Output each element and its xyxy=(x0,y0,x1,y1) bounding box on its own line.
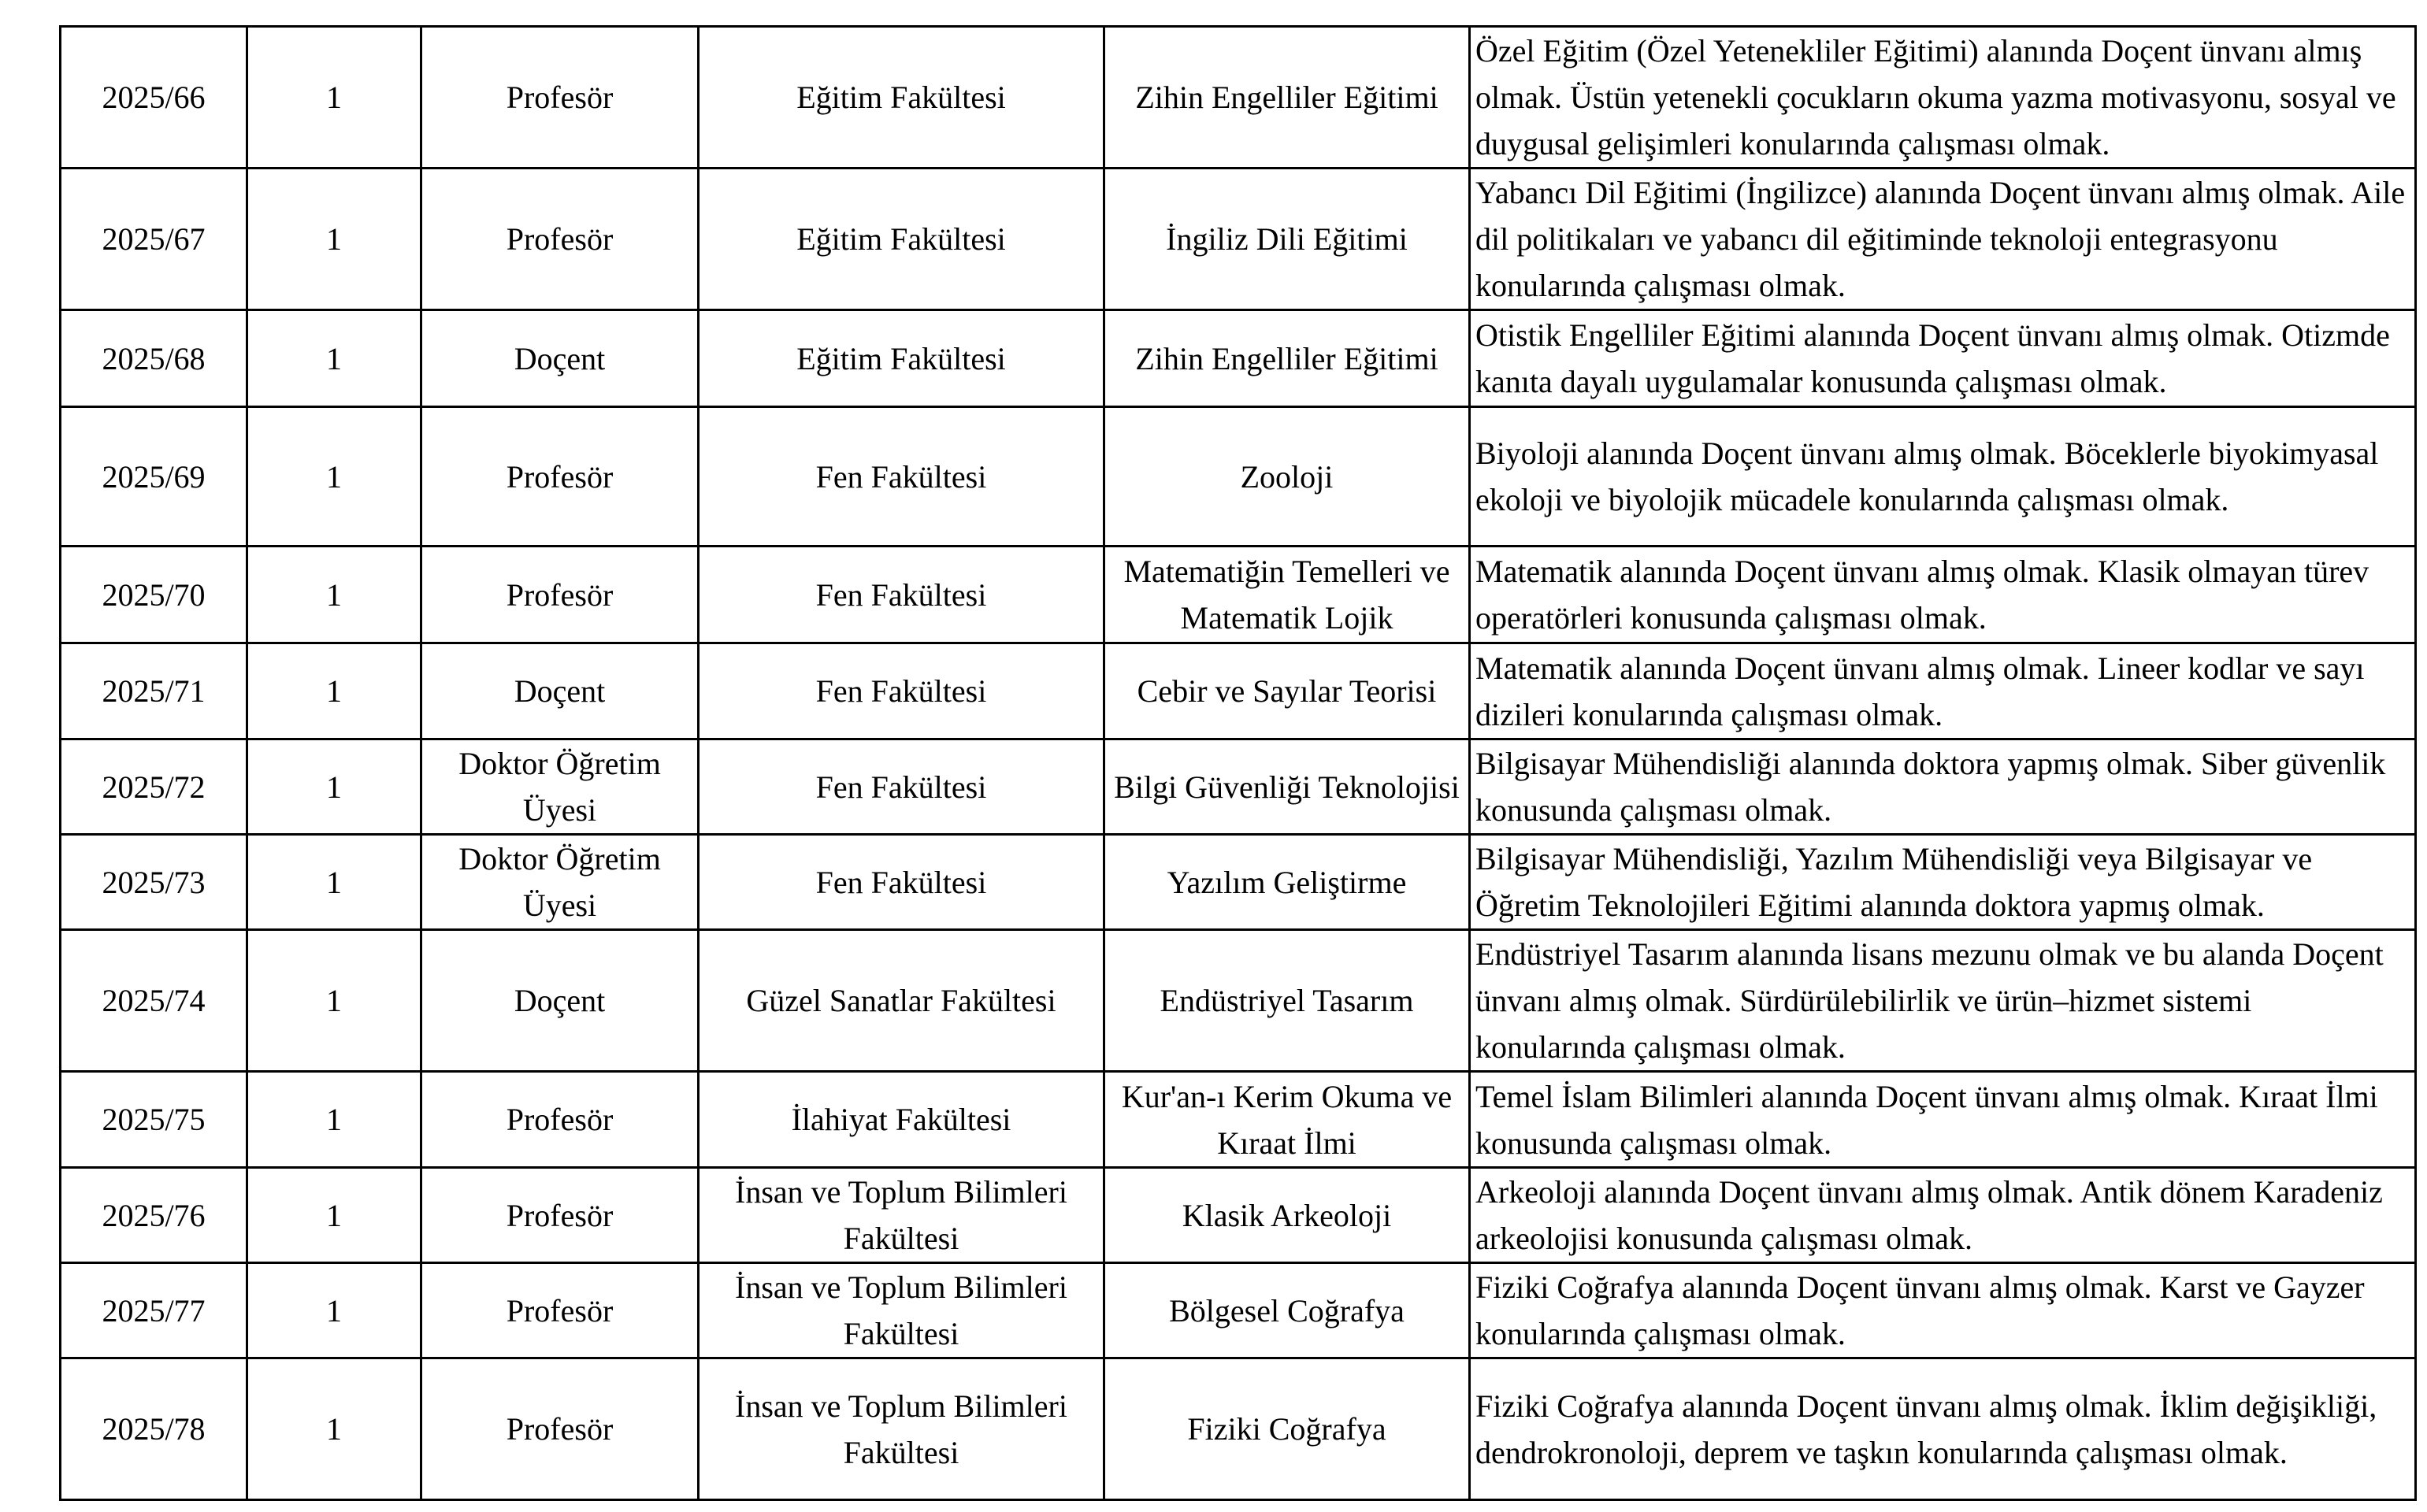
department-cell: Matematiğin Temelleri ve Matematik Lojik xyxy=(1104,547,1470,643)
table-row xyxy=(61,310,2416,407)
table-row xyxy=(61,835,2416,930)
position-number-cell: 2025/70 xyxy=(61,547,247,643)
positions-table xyxy=(59,25,2417,1501)
academic-title-cell: Profesör xyxy=(421,1263,699,1358)
faculty-cell: Fen Fakültesi xyxy=(699,643,1104,739)
requirement-cell: Matematik alanında Doçent ünvanı almış olmak. Lineer kodlar ve sayı dizileri konularında çalışması olmak. xyxy=(1470,643,2416,739)
position-count-cell: 1 xyxy=(247,407,421,547)
faculty-cell: Eğitim Fakültesi xyxy=(699,27,1104,169)
position-count-cell: 1 xyxy=(247,1263,421,1358)
academic-title-cell: Doktor Öğretim Üyesi xyxy=(421,835,699,930)
department-cell: Zihin Engelliler Eğitimi xyxy=(1104,27,1470,169)
faculty-cell: Güzel Sanatlar Fakültesi xyxy=(699,930,1104,1072)
position-count-cell: 1 xyxy=(247,835,421,930)
department-cell: İngiliz Dili Eğitimi xyxy=(1104,169,1470,310)
table-row xyxy=(61,27,2416,169)
department-cell: Klasik Arkeoloji xyxy=(1104,1168,1470,1263)
faculty-cell: Eğitim Fakültesi xyxy=(699,169,1104,310)
requirement-cell: Endüstriyel Tasarım alanında lisans mezunu olmak ve bu alanda Doçent ünvanı almış olmak. Sürdürülebilirlik ve ürün–hizmet sistemi konularında çalışması olmak. xyxy=(1470,930,2416,1072)
academic-title-cell: Doçent xyxy=(421,930,699,1072)
table-row xyxy=(61,169,2416,310)
department-cell: Zooloji xyxy=(1104,407,1470,547)
table-row xyxy=(61,1263,2416,1358)
faculty-cell: İnsan ve Toplum Bilimleri Fakültesi xyxy=(699,1168,1104,1263)
position-count-cell: 1 xyxy=(247,1358,421,1500)
position-number-cell: 2025/72 xyxy=(61,739,247,835)
requirement-cell: Yabancı Dil Eğitimi (İngilizce) alanında Doçent ünvanı almış olmak. Aile dil politikaları ve yabancı dil eğitiminde teknoloji entegrasyonu konularında çalışması olmak. xyxy=(1470,169,2416,310)
faculty-cell: İnsan ve Toplum Bilimleri Fakültesi xyxy=(699,1358,1104,1500)
department-cell: Bölgesel Coğrafya xyxy=(1104,1263,1470,1358)
department-cell: Bilgi Güvenliği Teknolojisi xyxy=(1104,739,1470,835)
table-row xyxy=(61,1168,2416,1263)
academic-title-cell: Profesör xyxy=(421,547,699,643)
department-cell: Cebir ve Sayılar Teorisi xyxy=(1104,643,1470,739)
position-number-cell: 2025/78 xyxy=(61,1358,247,1500)
position-number-cell: 2025/71 xyxy=(61,643,247,739)
table-row xyxy=(61,1358,2416,1500)
requirement-cell: Arkeoloji alanında Doçent ünvanı almış olmak. Antik dönem Karadeniz arkeolojisi konusunda çalışması olmak. xyxy=(1470,1168,2416,1263)
academic-title-cell: Profesör xyxy=(421,407,699,547)
requirement-cell: Bilgisayar Mühendisliği alanında doktora yapmış olmak. Siber güvenlik konusunda çalışması olmak. xyxy=(1470,739,2416,835)
department-cell: Endüstriyel Tasarım xyxy=(1104,930,1470,1072)
position-count-cell: 1 xyxy=(247,930,421,1072)
position-count-cell: 1 xyxy=(247,739,421,835)
requirement-cell: Özel Eğitim (Özel Yetenekliler Eğitimi) alanında Doçent ünvanı almış olmak. Üstün yetenekli çocukların okuma yazma motivasyonu, sosyal ve duygusal gelişimleri konularında çalışması olmak. xyxy=(1470,27,2416,169)
faculty-cell: Fen Fakültesi xyxy=(699,407,1104,547)
position-number-cell: 2025/69 xyxy=(61,407,247,547)
position-count-cell: 1 xyxy=(247,27,421,169)
department-cell: Fiziki Coğrafya xyxy=(1104,1358,1470,1500)
academic-title-cell: Profesör xyxy=(421,169,699,310)
table-row xyxy=(61,1072,2416,1168)
requirement-cell: Biyoloji alanında Doçent ünvanı almış olmak. Böceklerle biyokimyasal ekoloji ve biyolojik mücadele konularında çalışması olmak. xyxy=(1470,407,2416,547)
position-count-cell: 1 xyxy=(247,1072,421,1168)
faculty-cell: İnsan ve Toplum Bilimleri Fakültesi xyxy=(699,1263,1104,1358)
academic-title-cell: Doktor Öğretim Üyesi xyxy=(421,739,699,835)
academic-title-cell: Profesör xyxy=(421,1072,699,1168)
position-count-cell: 1 xyxy=(247,1168,421,1263)
table-row xyxy=(61,643,2416,739)
table-row xyxy=(61,739,2416,835)
academic-title-cell: Profesör xyxy=(421,1168,699,1263)
academic-title-cell: Doçent xyxy=(421,310,699,407)
position-number-cell: 2025/74 xyxy=(61,930,247,1072)
faculty-cell: Eğitim Fakültesi xyxy=(699,310,1104,407)
position-count-cell: 1 xyxy=(247,643,421,739)
faculty-cell: Fen Fakültesi xyxy=(699,835,1104,930)
department-cell: Kur'an-ı Kerim Okuma ve Kıraat İlmi xyxy=(1104,1072,1470,1168)
table-row xyxy=(61,407,2416,547)
table-row xyxy=(61,930,2416,1072)
position-number-cell: 2025/73 xyxy=(61,835,247,930)
position-number-cell: 2025/66 xyxy=(61,27,247,169)
requirement-cell: Otistik Engelliler Eğitimi alanında Doçent ünvanı almış olmak. Otizmde kanıta dayalı uygulamalar konusunda çalışması olmak. xyxy=(1470,310,2416,407)
table-row xyxy=(61,547,2416,643)
department-cell: Yazılım Geliştirme xyxy=(1104,835,1470,930)
position-number-cell: 2025/67 xyxy=(61,169,247,310)
position-number-cell: 2025/76 xyxy=(61,1168,247,1263)
requirement-cell: Fiziki Coğrafya alanında Doçent ünvanı almış olmak. Karst ve Gayzer konularında çalışması olmak. xyxy=(1470,1263,2416,1358)
position-count-cell: 1 xyxy=(247,547,421,643)
faculty-cell: Fen Fakültesi xyxy=(699,739,1104,835)
requirement-cell: Matematik alanında Doçent ünvanı almış olmak. Klasik olmayan türev operatörleri konusunda çalışması olmak. xyxy=(1470,547,2416,643)
requirement-cell: Fiziki Coğrafya alanında Doçent ünvanı almış olmak. İklim değişikliği, dendrokronoloji, deprem ve taşkın konularında çalışması olmak. xyxy=(1470,1358,2416,1500)
faculty-cell: İlahiyat Fakültesi xyxy=(699,1072,1104,1168)
position-count-cell: 1 xyxy=(247,310,421,407)
academic-title-cell: Doçent xyxy=(421,643,699,739)
requirement-cell: Temel İslam Bilimleri alanında Doçent ünvanı almış olmak. Kıraat İlmi konusunda çalışması olmak. xyxy=(1470,1072,2416,1168)
academic-title-cell: Profesör xyxy=(421,1358,699,1500)
department-cell: Zihin Engelliler Eğitimi xyxy=(1104,310,1470,407)
faculty-cell: Fen Fakültesi xyxy=(699,547,1104,643)
requirement-cell: Bilgisayar Mühendisliği, Yazılım Mühendisliği veya Bilgisayar ve Öğretim Teknolojileri Eğitimi alanında doktora yapmış olmak. xyxy=(1470,835,2416,930)
position-count-cell: 1 xyxy=(247,169,421,310)
position-number-cell: 2025/75 xyxy=(61,1072,247,1168)
academic-title-cell: Profesör xyxy=(421,27,699,169)
position-number-cell: 2025/68 xyxy=(61,310,247,407)
position-number-cell: 2025/77 xyxy=(61,1263,247,1358)
